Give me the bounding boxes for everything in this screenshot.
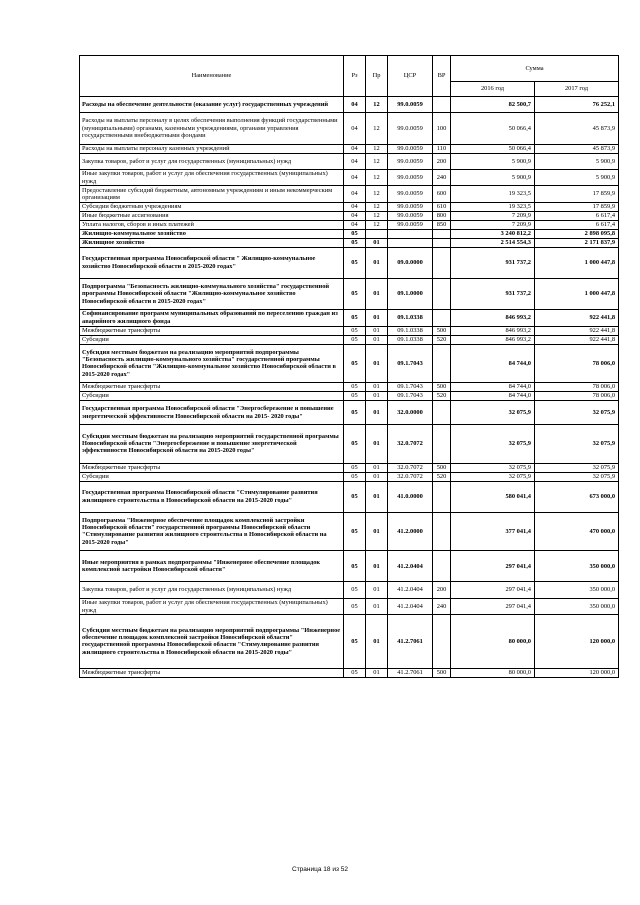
row-rz: 04 — [344, 97, 366, 113]
table-row — [80, 512, 619, 551]
row-sum-2017: 922 441,8 — [535, 335, 619, 344]
row-sum-2017: 2 171 837,9 — [535, 238, 619, 247]
row-pr: 01 — [366, 401, 388, 425]
row-vr — [433, 247, 451, 278]
row-vr — [433, 229, 451, 238]
row-pr: 01 — [366, 326, 388, 335]
header-name: Наименование — [80, 56, 344, 97]
row-name: Субсидии бюджетным учреждениям — [80, 202, 344, 211]
row-vr: 850 — [433, 220, 451, 229]
row-csr: 99.0.0059 — [388, 169, 433, 185]
row-rz: 05 — [344, 278, 366, 309]
row-vr — [433, 551, 451, 582]
row-vr: 520 — [433, 392, 451, 401]
row-sum-2016: 377 041,4 — [451, 512, 535, 551]
row-sum-2016: 5 900,9 — [451, 153, 535, 169]
row-pr: 01 — [366, 344, 388, 383]
row-pr: 12 — [366, 153, 388, 169]
row-rz: 05 — [344, 615, 366, 668]
row-rz: 05 — [344, 512, 366, 551]
row-sum-2016: 846 993,2 — [451, 335, 535, 344]
table-body — [80, 97, 619, 678]
row-rz: 05 — [344, 551, 366, 582]
table-row — [80, 401, 619, 425]
row-sum-2016: 297 041,4 — [451, 582, 535, 598]
row-vr: 520 — [433, 335, 451, 344]
row-sum-2016: 846 993,2 — [451, 326, 535, 335]
row-csr: 99.0.0059 — [388, 153, 433, 169]
row-rz: 05 — [344, 668, 366, 677]
header-rz: Рз — [344, 56, 366, 97]
table-row — [80, 424, 619, 463]
row-name: Уплата налогов, сборов и иных платежей — [80, 220, 344, 229]
row-rz: 05 — [344, 247, 366, 278]
row-csr: 09.1.0338 — [388, 326, 433, 335]
row-name: Закупка товаров, работ и услуг для государственных (муниципальных) нужд — [80, 153, 344, 169]
table-row — [80, 551, 619, 582]
row-sum-2017: 78 006,0 — [535, 383, 619, 392]
row-sum-2017: 45 873,9 — [535, 144, 619, 153]
row-rz: 04 — [344, 169, 366, 185]
row-rz: 04 — [344, 220, 366, 229]
row-vr: 800 — [433, 211, 451, 220]
row-vr — [433, 97, 451, 113]
row-sum-2016: 84 744,0 — [451, 383, 535, 392]
row-sum-2017: 17 859,9 — [535, 202, 619, 211]
table-row — [80, 220, 619, 229]
row-csr: 99.0.0059 — [388, 113, 433, 144]
table-row — [80, 278, 619, 309]
row-rz: 04 — [344, 211, 366, 220]
row-csr: 09.1.0338 — [388, 310, 433, 326]
row-name: Расходы на выплаты персоналу в целях обеспечения выполнения функций государственными (муниципальными) органами, казенными учреждениями, органами управления государственными внебюджетными фондами — [80, 113, 344, 144]
row-name: Межбюджетные трансферты — [80, 326, 344, 335]
row-vr: 500 — [433, 326, 451, 335]
row-name: Межбюджетные трансферты — [80, 668, 344, 677]
row-vr: 500 — [433, 463, 451, 472]
row-pr: 01 — [366, 247, 388, 278]
row-pr: 01 — [366, 310, 388, 326]
row-pr: 12 — [366, 97, 388, 113]
row-sum-2016: 84 744,0 — [451, 344, 535, 383]
row-csr: 99.0.0059 — [388, 97, 433, 113]
table-row — [80, 615, 619, 668]
row-csr: 09.0.0000 — [388, 247, 433, 278]
row-sum-2017: 5 900,9 — [535, 169, 619, 185]
row-sum-2017: 78 006,0 — [535, 392, 619, 401]
row-vr: 200 — [433, 582, 451, 598]
row-vr — [433, 481, 451, 512]
row-pr: 12 — [366, 220, 388, 229]
row-pr: 01 — [366, 424, 388, 463]
row-sum-2017: 45 873,9 — [535, 113, 619, 144]
row-csr: 32.0.7072 — [388, 463, 433, 472]
table-row — [80, 211, 619, 220]
row-name: Подпрограмма "Инженерное обеспечение площадок комплексной застройки Новосибирской области" государственной программы Новосибирской области "Стимулирование развития жилищного строительства в Новосибирской области на 2015-2020 годы" — [80, 512, 344, 551]
row-pr: 12 — [366, 211, 388, 220]
row-vr: 240 — [433, 598, 451, 614]
row-pr: 01 — [366, 335, 388, 344]
table-row — [80, 463, 619, 472]
row-name: Межбюджетные трансферты — [80, 463, 344, 472]
row-pr: 01 — [366, 551, 388, 582]
row-csr: 41.2.7061 — [388, 668, 433, 677]
row-sum-2017: 470 000,0 — [535, 512, 619, 551]
row-csr: 41.2.0000 — [388, 512, 433, 551]
table-row — [80, 481, 619, 512]
row-rz: 04 — [344, 153, 366, 169]
header-csr: ЦСР — [388, 56, 433, 97]
row-sum-2017: 32 075,9 — [535, 463, 619, 472]
table-row — [80, 186, 619, 202]
row-vr: 200 — [433, 153, 451, 169]
row-sum-2017: 120 000,0 — [535, 615, 619, 668]
row-vr — [433, 615, 451, 668]
row-vr: 240 — [433, 169, 451, 185]
row-vr: 600 — [433, 186, 451, 202]
row-sum-2017: 2 898 095,8 — [535, 229, 619, 238]
row-sum-2017: 120 000,0 — [535, 668, 619, 677]
row-sum-2017: 32 075,9 — [535, 401, 619, 425]
row-pr: 01 — [366, 238, 388, 247]
row-csr: 32.0.7072 — [388, 472, 433, 481]
row-name: Межбюджетные трансферты — [80, 383, 344, 392]
row-pr: 01 — [366, 668, 388, 677]
table-row — [80, 335, 619, 344]
row-name: Субсидии местным бюджетам на реализацию мероприятий государственной программы Новосибирской области "Энергосбережение и повышение энергетической эффективности Новосибирской области на 2015-2020 годы" — [80, 424, 344, 463]
row-pr: 01 — [366, 463, 388, 472]
row-name: Расходы на обеспечение деятельности (оказание услуг) государственных учреждений — [80, 97, 344, 113]
row-name: Субсидии — [80, 335, 344, 344]
row-pr: 12 — [366, 186, 388, 202]
row-rz: 05 — [344, 401, 366, 425]
row-csr — [388, 238, 433, 247]
row-name: Закупка товаров, работ и услуг для государственных (муниципальных) нужд — [80, 582, 344, 598]
row-sum-2016: 580 041,4 — [451, 481, 535, 512]
row-name: Иные бюджетные ассигнования — [80, 211, 344, 220]
row-rz: 05 — [344, 310, 366, 326]
row-vr — [433, 310, 451, 326]
row-rz: 05 — [344, 392, 366, 401]
row-name: Предоставление субсидий бюджетным, автономным учреждениям и иным некоммерческим организациям — [80, 186, 344, 202]
table-row — [80, 310, 619, 326]
row-vr — [433, 278, 451, 309]
row-sum-2016: 32 075,9 — [451, 401, 535, 425]
row-sum-2016: 3 240 812,2 — [451, 229, 535, 238]
table-row — [80, 392, 619, 401]
row-name: Софинансирование программ муниципальных образований по переселению граждан из аварийного жилищного фонда — [80, 310, 344, 326]
table-row — [80, 202, 619, 211]
row-sum-2017: 673 000,0 — [535, 481, 619, 512]
table-row — [80, 668, 619, 677]
row-name: Государственная программа Новосибирской области " Жилищно-коммунальное хозяйство Новосибирской области в 2015-2020 годах" — [80, 247, 344, 278]
row-vr: 110 — [433, 144, 451, 153]
row-sum-2016: 80 000,0 — [451, 668, 535, 677]
row-sum-2017: 1 000 447,8 — [535, 278, 619, 309]
table-row — [80, 113, 619, 144]
row-sum-2016: 931 737,2 — [451, 247, 535, 278]
table-row — [80, 144, 619, 153]
row-sum-2016: 2 514 554,3 — [451, 238, 535, 247]
row-name: Подпрограмма "Безопасность жилищно-коммунального хозяйства" государственной программы Новосибирской области "Жилищно-коммунальное хозяйство Новосибирской области в 2015-2020 годах" — [80, 278, 344, 309]
row-rz: 05 — [344, 582, 366, 598]
row-pr: 01 — [366, 598, 388, 614]
row-pr: 12 — [366, 169, 388, 185]
row-pr — [366, 229, 388, 238]
row-pr: 12 — [366, 113, 388, 144]
row-rz: 05 — [344, 598, 366, 614]
row-csr: 99.0.0059 — [388, 144, 433, 153]
row-name: Субсидии — [80, 392, 344, 401]
row-vr: 100 — [433, 113, 451, 144]
row-name: Субсидия местным бюджетам на реализацию мероприятий подпрограммы "Безопасность жилищно-коммунального хозяйства" государственной программы Новосибирской области "Жилищно-коммунальное хозяйство Новосибирской области в 2015-2020 годах" — [80, 344, 344, 383]
row-vr — [433, 238, 451, 247]
row-name: Государственная программа Новосибирской области "Энергосбережение и повышение энергетической эффективности Новосибирской области на 2015- 2020 годы" — [80, 401, 344, 425]
row-csr: 41.2.0404 — [388, 598, 433, 614]
row-rz: 05 — [344, 424, 366, 463]
row-sum-2016: 297 041,4 — [451, 551, 535, 582]
table-row — [80, 238, 619, 247]
row-pr: 01 — [366, 383, 388, 392]
row-pr: 12 — [366, 144, 388, 153]
row-sum-2017: 350 000,0 — [535, 598, 619, 614]
row-name: Жилищное хозяйство — [80, 238, 344, 247]
row-csr — [388, 229, 433, 238]
row-vr: 520 — [433, 472, 451, 481]
row-sum-2016: 19 323,5 — [451, 186, 535, 202]
row-sum-2017: 1 000 447,8 — [535, 247, 619, 278]
row-vr — [433, 401, 451, 425]
row-sum-2017: 922 441,8 — [535, 310, 619, 326]
row-vr: 500 — [433, 668, 451, 677]
row-sum-2017: 6 617,4 — [535, 211, 619, 220]
row-rz: 05 — [344, 335, 366, 344]
row-sum-2016: 931 737,2 — [451, 278, 535, 309]
row-csr: 09.1.0338 — [388, 335, 433, 344]
row-csr: 09.1.7043 — [388, 392, 433, 401]
row-name: Иные закупки товаров, работ и услуг для обеспечения государственных (муниципальных) нужд — [80, 598, 344, 614]
row-pr: 01 — [366, 481, 388, 512]
table-row — [80, 383, 619, 392]
row-rz: 05 — [344, 326, 366, 335]
row-sum-2017: 350 000,0 — [535, 582, 619, 598]
table-row — [80, 169, 619, 185]
table-row — [80, 247, 619, 278]
row-sum-2016: 50 066,4 — [451, 144, 535, 153]
row-sum-2016: 19 323,5 — [451, 202, 535, 211]
row-name: Субсидии — [80, 472, 344, 481]
row-pr: 01 — [366, 582, 388, 598]
row-csr: 41.2.0404 — [388, 551, 433, 582]
row-csr: 09.1.0000 — [388, 278, 433, 309]
row-csr: 32.0.0000 — [388, 401, 433, 425]
budget-table — [79, 55, 619, 678]
row-csr: 09.1.7043 — [388, 383, 433, 392]
row-sum-2017: 76 252,1 — [535, 97, 619, 113]
row-rz: 05 — [344, 229, 366, 238]
row-sum-2017: 32 075,9 — [535, 424, 619, 463]
row-name: Жилищно-коммунальное хозяйство — [80, 229, 344, 238]
row-sum-2016: 84 744,0 — [451, 392, 535, 401]
row-vr — [433, 344, 451, 383]
row-pr: 01 — [366, 512, 388, 551]
row-rz: 04 — [344, 113, 366, 144]
row-csr: 99.0.0059 — [388, 211, 433, 220]
row-csr: 99.0.0059 — [388, 220, 433, 229]
row-csr: 09.1.7043 — [388, 344, 433, 383]
row-pr: 12 — [366, 202, 388, 211]
row-vr — [433, 512, 451, 551]
row-rz: 05 — [344, 238, 366, 247]
header-year-2017: 2017 год — [535, 82, 619, 97]
table-row — [80, 229, 619, 238]
row-vr — [433, 424, 451, 463]
row-sum-2017: 17 859,9 — [535, 186, 619, 202]
row-rz: 05 — [344, 472, 366, 481]
row-pr: 01 — [366, 392, 388, 401]
row-sum-2016: 297 041,4 — [451, 598, 535, 614]
row-name: Иные закупки товаров, работ и услуг для обеспечения государственных (муниципальных) нужд — [80, 169, 344, 185]
row-pr: 01 — [366, 472, 388, 481]
row-sum-2017: 350 000,0 — [535, 551, 619, 582]
row-csr: 32.0.7072 — [388, 424, 433, 463]
table-row — [80, 97, 619, 113]
table-row — [80, 153, 619, 169]
row-sum-2016: 32 075,9 — [451, 463, 535, 472]
row-pr: 01 — [366, 278, 388, 309]
row-sum-2017: 922 441,8 — [535, 326, 619, 335]
row-rz: 04 — [344, 202, 366, 211]
header-year-2016: 2016 год — [451, 82, 535, 97]
row-sum-2016: 82 500,7 — [451, 97, 535, 113]
row-name: Субсидии местным бюджетам на реализацию мероприятий подпрограммы "Инженерное обеспечение площадок комплексной застройки Новосибирской области" государственной программы Новосибирской области "Стимулирование развития жилищного строительства в Новосибирской области на 2015-2020 годы" — [80, 615, 344, 668]
table-row — [80, 598, 619, 614]
row-sum-2016: 80 000,0 — [451, 615, 535, 668]
page-number: Страница 18 из 52 — [292, 866, 348, 873]
row-vr: 610 — [433, 202, 451, 211]
row-sum-2016: 7 209,9 — [451, 220, 535, 229]
row-rz: 05 — [344, 344, 366, 383]
table-row — [80, 344, 619, 383]
row-csr: 41.2.7061 — [388, 615, 433, 668]
header-pr: Пр — [366, 56, 388, 97]
row-rz: 04 — [344, 144, 366, 153]
row-csr: 99.0.0059 — [388, 186, 433, 202]
row-sum-2016: 32 075,9 — [451, 472, 535, 481]
row-name: Государственная программа Новосибирской области "Стимулирование развития жилищного строительства в Новосибирской области на 2015-2020 годы" — [80, 481, 344, 512]
header-sum: Сумма — [451, 56, 619, 82]
row-rz: 05 — [344, 383, 366, 392]
table-row — [80, 326, 619, 335]
row-sum-2016: 7 209,9 — [451, 211, 535, 220]
row-vr: 500 — [433, 383, 451, 392]
row-sum-2016: 50 066,4 — [451, 113, 535, 144]
row-sum-2017: 32 075,9 — [535, 472, 619, 481]
row-sum-2016: 5 900,9 — [451, 169, 535, 185]
row-sum-2016: 846 993,2 — [451, 310, 535, 326]
row-pr: 01 — [366, 615, 388, 668]
row-name: Иные мероприятия в рамках подпрограммы "Инженерное обеспечение площадок комплексной застройки Новосибирской области" — [80, 551, 344, 582]
row-csr: 99.0.0059 — [388, 202, 433, 211]
table-row — [80, 472, 619, 481]
row-rz: 05 — [344, 481, 366, 512]
row-csr: 41.0.0000 — [388, 481, 433, 512]
row-csr: 41.2.0404 — [388, 582, 433, 598]
row-name: Расходы на выплаты персоналу казенных учреждений — [80, 144, 344, 153]
row-sum-2016: 32 075,9 — [451, 424, 535, 463]
row-rz: 04 — [344, 186, 366, 202]
row-sum-2017: 5 900,9 — [535, 153, 619, 169]
header-vr: ВР — [433, 56, 451, 97]
row-sum-2017: 6 617,4 — [535, 220, 619, 229]
row-sum-2017: 78 006,0 — [535, 344, 619, 383]
table-row — [80, 582, 619, 598]
row-rz: 05 — [344, 463, 366, 472]
